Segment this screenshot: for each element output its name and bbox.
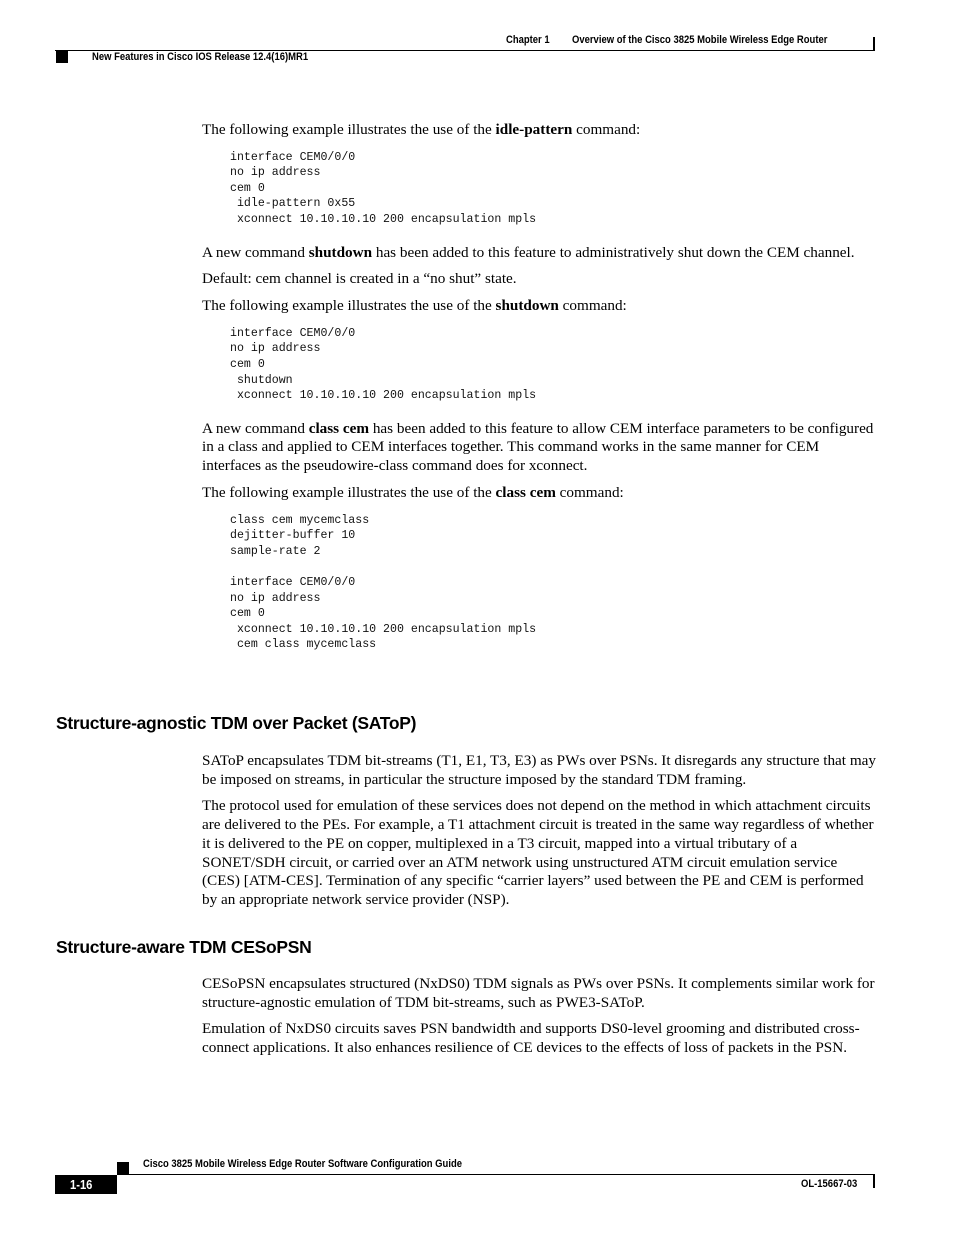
command-name: idle-pattern <box>495 121 573 138</box>
command-name: shutdown <box>495 297 559 315</box>
paragraph-satop-1: SAToP encapsulates TDM bit-streams (T1, E1, T3, E3) as PWs over PSNs. It disregards any structure that may be imposed on streams, in particular the structure imposed by the standard TDM framing. <box>202 752 876 788</box>
text: A new command <box>202 419 309 437</box>
body-upper <box>202 121 878 669</box>
text: A new command <box>202 243 309 261</box>
command-name: shutdown <box>308 243 373 261</box>
footer-rule <box>117 1174 875 1175</box>
text: has been added to this feature to allow CEM interface parameters to be configured in a class and applied to CEM interfaces together. This command works in the same manner for CEM interfaces as the pseudowire-class command does for xconnect. <box>202 419 874 475</box>
paragraph-shutdown-intro <box>202 297 878 316</box>
text: command: <box>572 121 641 138</box>
footer-page-number: 1-16 <box>70 1177 93 1192</box>
header-section-title: New Features in Cisco IOS Release 12.4(16)MR1 <box>92 51 309 63</box>
paragraph-cesopsn-1: CESoPSN encapsulates structured (NxDS0) TDM signals as PWs over PSNs. It complements similar work for structure-agnostic emulation of TDM bit-streams, such as PWE3-SAToP. <box>202 975 875 1011</box>
paragraph-class-cem-description <box>202 420 878 476</box>
body-cesopsn <box>202 975 878 1066</box>
paragraph-class-cem-intro <box>202 484 878 503</box>
paragraph-shutdown-description <box>202 244 878 263</box>
text: The following example illustrates the use of the <box>202 297 496 315</box>
header-chapter-label: Chapter 1 <box>506 34 550 46</box>
text: The following example illustrates the use of the <box>202 121 496 138</box>
code-example-shutdown: interface CEM0/0/0 no ip address cem 0 shutdown xconnect 10.10.10.10 200 encapsulation mpls <box>230 326 537 403</box>
paragraph-idle-pattern-intro <box>202 121 878 140</box>
command-name: class cem <box>495 483 556 501</box>
text: The following example illustrates the use of the <box>202 483 496 501</box>
footer-tick <box>873 1175 875 1188</box>
command-name: class cem <box>308 419 370 437</box>
heading-satop: Structure-agnostic TDM over Packet (SAToP) <box>56 713 417 733</box>
text: command: <box>555 483 624 501</box>
text: command: <box>558 297 627 315</box>
header-chapter-title: Overview of the Cisco 3825 Mobile Wireless Edge Router <box>572 34 828 46</box>
header-tick <box>873 37 875 50</box>
paragraph-default: Default: cem channel is created in a “no shut” state. <box>202 270 517 288</box>
heading-cesopsn: Structure-aware TDM CESoPSN <box>56 937 312 957</box>
text: has been added to this feature to administratively shut down the CEM channel. <box>372 243 855 261</box>
paragraph-satop-2: The protocol used for emulation of these services does not depend on the method in which attachment circuits are delivered to the PEs. For example, a T1 attachment circuit is treated in the same way regardless of whether it is delivered to the PE on copper, multiplexed in a T3 circuit, mapped into a virtual tributary of a SONET/SDH circuit, or carried over an ATM network using unstructured ATM circuit emulation service (CES) [ATM-CES]. Termination of any specific “carrier layers” used between the PE and CEM is performed by an appropriate network service provider (NSP). <box>202 797 874 908</box>
code-example-class-cem: class cem mycemclass dejitter-buffer 10 sample-rate 2 interface CEM0/0/0 no ip address cem 0 xconnect 10.10.10.10 200 encapsulation mpls cem class mycemclass <box>230 513 537 652</box>
header-marker <box>56 51 68 63</box>
footer-guide-title: Cisco 3825 Mobile Wireless Edge Router Software Configuration Guide <box>143 1158 462 1170</box>
footer-marker <box>117 1162 129 1174</box>
footer-doc-number: OL-15667-03 <box>801 1178 858 1190</box>
body-satop <box>202 752 878 918</box>
paragraph-cesopsn-2: Emulation of NxDS0 circuits saves PSN bandwidth and supports DS0-level grooming and distributed cross-connect applications. It also enhances resilience of CE devices to the effects of loss of packets in the PSN. <box>202 1020 860 1057</box>
code-example-idle-pattern: interface CEM0/0/0 no ip address cem 0 idle-pattern 0x55 xconnect 10.10.10.10 200 encapsulation mpls <box>230 150 537 227</box>
